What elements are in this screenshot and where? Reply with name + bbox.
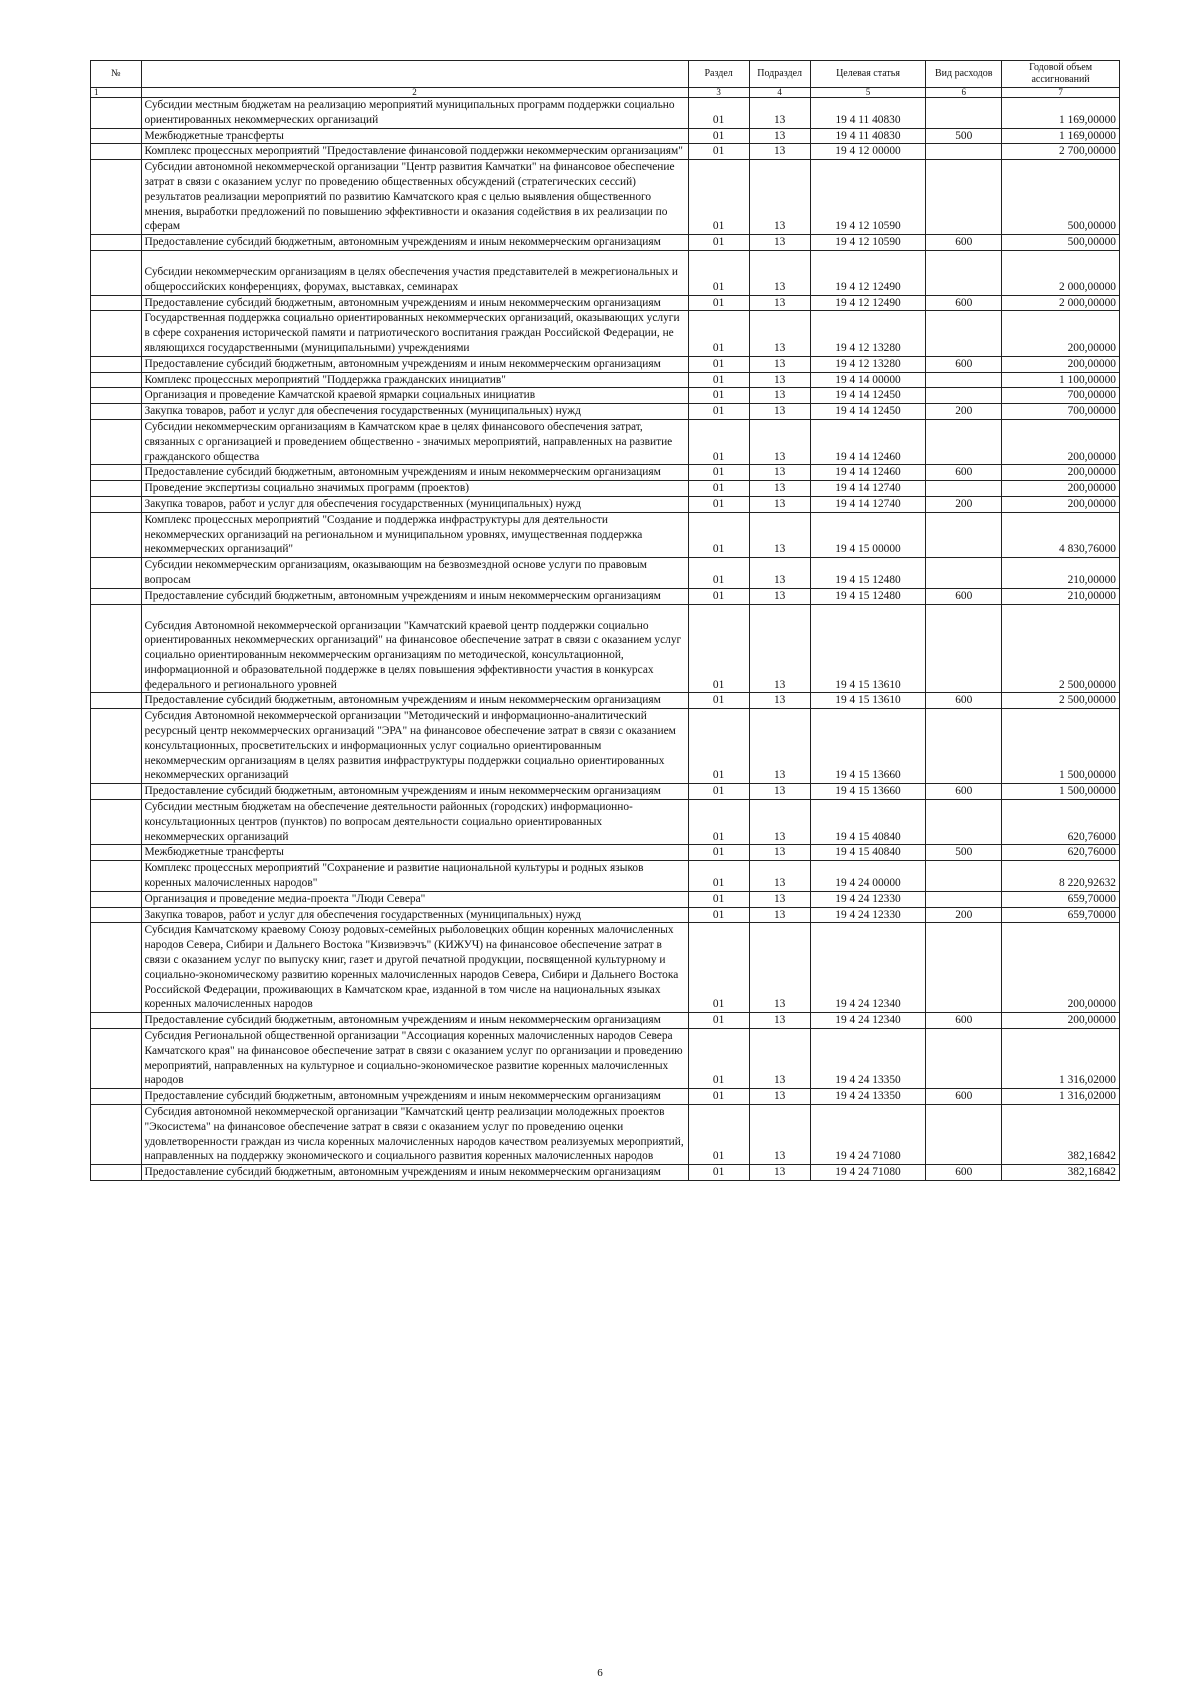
subsection-cell: 13 <box>749 891 810 907</box>
num-cell <box>91 1105 142 1165</box>
subsection-cell: 13 <box>749 588 810 604</box>
amount-cell: 1 169,00000 <box>1002 128 1120 144</box>
section-cell: 01 <box>688 496 749 512</box>
expense-cell: 600 <box>926 356 1002 372</box>
header-name <box>141 61 688 88</box>
target-cell: 19 4 12 12490 <box>810 295 926 311</box>
subsection-cell: 13 <box>749 1029 810 1089</box>
table-row <box>91 588 1120 604</box>
num-cell <box>91 1013 142 1029</box>
subsection-cell: 13 <box>749 295 810 311</box>
section-cell: 01 <box>688 1013 749 1029</box>
page-number: 6 <box>597 1667 603 1679</box>
table-row <box>91 356 1120 372</box>
table-row <box>91 295 1120 311</box>
index-cell: 1 <box>91 88 142 98</box>
index-cell: 5 <box>810 88 926 98</box>
subsection-cell: 13 <box>749 160 810 235</box>
expense-cell: 600 <box>926 588 1002 604</box>
num-cell <box>91 891 142 907</box>
target-cell: 19 4 24 71080 <box>810 1165 926 1181</box>
num-cell <box>91 372 142 388</box>
subsection-cell: 13 <box>749 98 810 129</box>
target-cell: 19 4 14 12450 <box>810 404 926 420</box>
target-cell: 19 4 14 12740 <box>810 481 926 497</box>
name-cell: Закупка товаров, работ и услуг для обеспечения государственных (муниципальных) нужд <box>141 404 688 420</box>
target-cell: 19 4 11 40830 <box>810 128 926 144</box>
name-cell: Субсидии некоммерческим организациям в Камчатском крае в целях финансового обеспечения затрат, связанных с организацией и проведением общественно - значимых мероприятий, направленных на развитие гражданского общества <box>141 419 688 464</box>
table-row <box>91 250 1120 295</box>
num-cell <box>91 907 142 923</box>
name-cell: Предоставление субсидий бюджетным, автономным учреждениям и иным некоммерческим организациям <box>141 235 688 251</box>
target-cell: 19 4 15 13660 <box>810 784 926 800</box>
expense-cell <box>926 1105 1002 1165</box>
expense-cell <box>926 372 1002 388</box>
amount-cell: 200,00000 <box>1002 419 1120 464</box>
amount-cell: 200,00000 <box>1002 481 1120 497</box>
num-cell <box>91 419 142 464</box>
amount-cell: 700,00000 <box>1002 404 1120 420</box>
subsection-cell: 13 <box>749 404 810 420</box>
table-row <box>91 1105 1120 1165</box>
amount-cell: 4 830,76000 <box>1002 512 1120 557</box>
subsection-cell: 13 <box>749 1165 810 1181</box>
expense-cell <box>926 311 1002 356</box>
name-cell: Организация и проведение медиа-проекта "Люди Севера" <box>141 891 688 907</box>
table-row <box>91 800 1120 845</box>
amount-cell: 382,16842 <box>1002 1165 1120 1181</box>
amount-cell: 200,00000 <box>1002 356 1120 372</box>
target-cell: 19 4 24 71080 <box>810 1105 926 1165</box>
expense-cell <box>926 144 1002 160</box>
expense-cell <box>926 481 1002 497</box>
amount-cell: 2 000,00000 <box>1002 250 1120 295</box>
name-cell: Субсидия Автономной некоммерческой организации "Методический и информационно-аналитический ресурсный центр некоммерческих организаций "ЭРА" на финансовое обеспечение затрат в связи с оказанием консультационных, просветительских и информационных услуг социально ориентированным некоммерческим организациям в целях развития инфраструктуры поддержки социально ориентированных некоммерческих организаций <box>141 709 688 784</box>
section-cell: 01 <box>688 784 749 800</box>
num-cell <box>91 800 142 845</box>
subsection-cell: 13 <box>749 604 810 693</box>
amount-cell: 500,00000 <box>1002 235 1120 251</box>
expense-cell: 200 <box>926 907 1002 923</box>
name-cell: Предоставление субсидий бюджетным, автономным учреждениям и иным некоммерческим организациям <box>141 784 688 800</box>
subsection-cell: 13 <box>749 512 810 557</box>
subsection-cell: 13 <box>749 419 810 464</box>
section-cell: 01 <box>688 923 749 1013</box>
num-cell <box>91 311 142 356</box>
expense-cell <box>926 250 1002 295</box>
table-body <box>91 98 1120 1181</box>
section-cell: 01 <box>688 604 749 693</box>
budget-table-sheet <box>90 60 1120 1181</box>
expense-cell <box>926 800 1002 845</box>
amount-cell: 200,00000 <box>1002 1013 1120 1029</box>
table-row <box>91 784 1120 800</box>
table-row <box>91 604 1120 693</box>
amount-cell: 700,00000 <box>1002 388 1120 404</box>
num-cell <box>91 235 142 251</box>
expense-cell: 600 <box>926 784 1002 800</box>
target-cell: 19 4 24 12330 <box>810 891 926 907</box>
expense-cell: 600 <box>926 1013 1002 1029</box>
subsection-cell: 13 <box>749 356 810 372</box>
table-row <box>91 845 1120 861</box>
num-cell <box>91 404 142 420</box>
table-index-row <box>91 88 1120 98</box>
section-cell: 01 <box>688 891 749 907</box>
subsection-cell: 13 <box>749 235 810 251</box>
subsection-cell: 13 <box>749 388 810 404</box>
header-subsection: Подраздел <box>749 61 810 88</box>
name-cell: Субсидия автономной некоммерческой организации "Камчатский центр реализации молодежных проектов "Экосистема" на финансовое обеспечение затрат в связи с оказанием услуг по проведению оценки удовлетворенности граждан из числа коренных малочисленных народов качеством реализуемых мероприятий, направленных на поддержку экономического и социального развития коренных малочисленных народов <box>141 1105 688 1165</box>
table-row <box>91 372 1120 388</box>
name-cell: Предоставление субсидий бюджетным, автономным учреждениям и иным некоммерческим организациям <box>141 1165 688 1181</box>
section-cell: 01 <box>688 845 749 861</box>
num-cell <box>91 144 142 160</box>
num-cell <box>91 784 142 800</box>
target-cell: 19 4 24 12340 <box>810 923 926 1013</box>
section-cell: 01 <box>688 388 749 404</box>
num-cell <box>91 128 142 144</box>
table-row <box>91 1013 1120 1029</box>
num-cell <box>91 295 142 311</box>
expense-cell <box>926 923 1002 1013</box>
table-row <box>91 144 1120 160</box>
subsection-cell: 13 <box>749 465 810 481</box>
table-row <box>91 160 1120 235</box>
expense-cell: 600 <box>926 295 1002 311</box>
target-cell: 19 4 14 12460 <box>810 419 926 464</box>
subsection-cell: 13 <box>749 784 810 800</box>
expense-cell <box>926 861 1002 892</box>
num-cell <box>91 388 142 404</box>
target-cell: 19 4 14 12450 <box>810 388 926 404</box>
index-cell: 7 <box>1002 88 1120 98</box>
name-cell: Комплекс процессных мероприятий "Поддержка гражданских инициатив" <box>141 372 688 388</box>
section-cell: 01 <box>688 295 749 311</box>
expense-cell <box>926 388 1002 404</box>
target-cell: 19 4 15 13610 <box>810 604 926 693</box>
target-cell: 19 4 24 12330 <box>810 907 926 923</box>
target-cell: 19 4 12 10590 <box>810 235 926 251</box>
num-cell <box>91 98 142 129</box>
num-cell <box>91 845 142 861</box>
expense-cell: 600 <box>926 1165 1002 1181</box>
num-cell <box>91 1029 142 1089</box>
name-cell <box>141 604 688 693</box>
name-cell: Предоставление субсидий бюджетным, автономным учреждениям и иным некоммерческим организациям <box>141 1013 688 1029</box>
expense-cell: 600 <box>926 235 1002 251</box>
target-cell: 19 4 15 13660 <box>810 709 926 784</box>
subsection-cell: 13 <box>749 372 810 388</box>
section-cell: 01 <box>688 1165 749 1181</box>
section-cell: 01 <box>688 1089 749 1105</box>
subsection-cell: 13 <box>749 558 810 589</box>
name-cell: Организация и проведение Камчатской краевой ярмарки социальных инициатив <box>141 388 688 404</box>
expense-cell: 600 <box>926 693 1002 709</box>
expense-cell <box>926 891 1002 907</box>
expense-cell: 500 <box>926 128 1002 144</box>
name-cell: Комплекс процессных мероприятий "Создание и поддержка инфраструктуры для деятельности некоммерческих организаций на региональном и муниципальном уровнях, имущественная поддержка некоммерческих организаций" <box>141 512 688 557</box>
target-cell: 19 4 15 13610 <box>810 693 926 709</box>
header-target: Целевая статья <box>810 61 926 88</box>
subsection-cell: 13 <box>749 1089 810 1105</box>
section-cell: 01 <box>688 588 749 604</box>
num-cell <box>91 250 142 295</box>
table-row <box>91 404 1120 420</box>
table-row <box>91 496 1120 512</box>
table-row <box>91 558 1120 589</box>
target-cell: 19 4 15 12480 <box>810 558 926 589</box>
amount-cell: 659,70000 <box>1002 907 1120 923</box>
table-row <box>91 128 1120 144</box>
target-cell: 19 4 14 00000 <box>810 372 926 388</box>
amount-cell: 620,76000 <box>1002 845 1120 861</box>
section-cell: 01 <box>688 558 749 589</box>
num-cell <box>91 558 142 589</box>
num-cell <box>91 356 142 372</box>
table-row <box>91 512 1120 557</box>
subsection-cell: 13 <box>749 907 810 923</box>
expense-cell: 200 <box>926 404 1002 420</box>
name-cell: Субсидии автономной некоммерческой организации "Центр развития Камчатки" на финансовое обеспечение затрат в связи с оказанием услуг по проведению общественных обсуждений (стратегических сессий) результатов реализации мероприятий по развитию Камчатского края с целью выявления общественного мнения, выработки предложений по повышению эффективности и оказания содействия в их реализации по сферам <box>141 160 688 235</box>
name-cell: Субсидии некоммерческим организациям, оказывающим на безвозмездной основе услуги по правовым вопросам <box>141 558 688 589</box>
table-row <box>91 1089 1120 1105</box>
amount-cell: 200,00000 <box>1002 311 1120 356</box>
num-cell <box>91 709 142 784</box>
table-row <box>91 861 1120 892</box>
name-cell: Закупка товаров, работ и услуг для обеспечения государственных (муниципальных) нужд <box>141 496 688 512</box>
subsection-cell: 13 <box>749 128 810 144</box>
target-cell: 19 4 24 13350 <box>810 1089 926 1105</box>
num-cell <box>91 861 142 892</box>
amount-cell: 1 500,00000 <box>1002 784 1120 800</box>
section-cell: 01 <box>688 1029 749 1089</box>
section-cell: 01 <box>688 372 749 388</box>
section-cell: 01 <box>688 1105 749 1165</box>
section-cell: 01 <box>688 160 749 235</box>
num-cell <box>91 465 142 481</box>
amount-cell: 200,00000 <box>1002 496 1120 512</box>
header-section: Раздел <box>688 61 749 88</box>
index-cell: 4 <box>749 88 810 98</box>
target-cell: 19 4 12 10590 <box>810 160 926 235</box>
index-cell: 6 <box>926 88 1002 98</box>
section-cell: 01 <box>688 404 749 420</box>
num-cell <box>91 604 142 693</box>
amount-cell: 2 500,00000 <box>1002 604 1120 693</box>
table-header-row <box>91 61 1120 88</box>
amount-cell: 210,00000 <box>1002 588 1120 604</box>
subsection-cell: 13 <box>749 144 810 160</box>
target-cell: 19 4 12 13280 <box>810 311 926 356</box>
section-cell: 01 <box>688 356 749 372</box>
expense-cell: 500 <box>926 845 1002 861</box>
amount-cell: 500,00000 <box>1002 160 1120 235</box>
subsection-cell: 13 <box>749 693 810 709</box>
table-row <box>91 235 1120 251</box>
expense-cell: 600 <box>926 1089 1002 1105</box>
subsection-cell: 13 <box>749 1013 810 1029</box>
amount-cell: 1 316,02000 <box>1002 1089 1120 1105</box>
section-cell: 01 <box>688 481 749 497</box>
expense-cell <box>926 512 1002 557</box>
subsection-cell: 13 <box>749 923 810 1013</box>
index-cell: 2 <box>141 88 688 98</box>
section-cell: 01 <box>688 907 749 923</box>
num-cell <box>91 160 142 235</box>
target-cell: 19 4 24 13350 <box>810 1029 926 1089</box>
subsection-cell: 13 <box>749 496 810 512</box>
name-cell: Предоставление субсидий бюджетным, автономным учреждениям и иным некоммерческим организациям <box>141 693 688 709</box>
name-cell: Субсидии местным бюджетам на реализацию мероприятий муниципальных программ поддержки социально ориентированных некоммерческих организаций <box>141 98 688 129</box>
target-cell: 19 4 15 00000 <box>810 512 926 557</box>
num-cell <box>91 496 142 512</box>
section-cell: 01 <box>688 235 749 251</box>
amount-cell: 2 700,00000 <box>1002 144 1120 160</box>
num-cell <box>91 923 142 1013</box>
section-cell: 01 <box>688 250 749 295</box>
amount-cell: 1 316,02000 <box>1002 1029 1120 1089</box>
section-cell: 01 <box>688 465 749 481</box>
amount-cell: 1 100,00000 <box>1002 372 1120 388</box>
expense-cell <box>926 160 1002 235</box>
amount-cell: 200,00000 <box>1002 465 1120 481</box>
section-cell: 01 <box>688 144 749 160</box>
name-cell <box>141 250 688 295</box>
section-cell: 01 <box>688 128 749 144</box>
name-cell: Предоставление субсидий бюджетным, автономным учреждениям и иным некоммерческим организациям <box>141 356 688 372</box>
num-cell <box>91 588 142 604</box>
subsection-cell: 13 <box>749 481 810 497</box>
name-cell: Комплекс процессных мероприятий "Предоставление финансовой поддержки некоммерческим организациям" <box>141 144 688 160</box>
name-cell: Предоставление субсидий бюджетным, автономным учреждениям и иным некоммерческим организациям <box>141 1089 688 1105</box>
num-cell <box>91 512 142 557</box>
subsection-cell: 13 <box>749 1105 810 1165</box>
section-cell: 01 <box>688 709 749 784</box>
section-cell: 01 <box>688 693 749 709</box>
table-row <box>91 709 1120 784</box>
amount-cell: 2 000,00000 <box>1002 295 1120 311</box>
name-cell: Проведение экспертизы социально значимых программ (проектов) <box>141 481 688 497</box>
name-text: Субсидия Автономной некоммерческой организации "Камчатский краевой центр поддержки социально ориентированных некоммерческих организаций" на финансовое обеспечение затрат в связи с оказанием услуг социально ориентированным некоммерческим организациям по методической, консультационной, информационной и образовательной поддержке в целях повышения эффективности участия в конкурсах федерального и регионального уровней <box>144 619 682 691</box>
section-cell: 01 <box>688 800 749 845</box>
amount-cell: 620,76000 <box>1002 800 1120 845</box>
section-cell: 01 <box>688 861 749 892</box>
table-row <box>91 1029 1120 1089</box>
section-cell: 01 <box>688 311 749 356</box>
expense-cell <box>926 558 1002 589</box>
amount-cell: 2 500,00000 <box>1002 693 1120 709</box>
amount-cell: 382,16842 <box>1002 1105 1120 1165</box>
name-cell: Субсидии местным бюджетам на обеспечение деятельности районных (городских) информационно-консультационных центров (пунктов) по вопросам деятельности социально ориентированных некоммерческих организаций <box>141 800 688 845</box>
target-cell: 19 4 15 40840 <box>810 845 926 861</box>
subsection-cell: 13 <box>749 800 810 845</box>
table-row <box>91 465 1120 481</box>
subsection-cell: 13 <box>749 311 810 356</box>
target-cell: 19 4 24 00000 <box>810 861 926 892</box>
subsection-cell: 13 <box>749 845 810 861</box>
name-cell: Закупка товаров, работ и услуг для обеспечения государственных (муниципальных) нужд <box>141 907 688 923</box>
table-row <box>91 98 1120 129</box>
amount-cell: 1 169,00000 <box>1002 98 1120 129</box>
header-volume: Годовой объем ассигнований <box>1002 61 1120 88</box>
amount-cell: 200,00000 <box>1002 923 1120 1013</box>
target-cell: 19 4 12 13280 <box>810 356 926 372</box>
target-cell: 19 4 15 12480 <box>810 588 926 604</box>
name-cell: Комплекс процессных мероприятий "Сохранение и развитие национальной культуры и родных языков коренных малочисленных народов" <box>141 861 688 892</box>
expense-cell: 200 <box>926 496 1002 512</box>
name-cell: Предоставление субсидий бюджетным, автономным учреждениям и иным некоммерческим организациям <box>141 465 688 481</box>
table-row <box>91 891 1120 907</box>
target-cell: 19 4 12 00000 <box>810 144 926 160</box>
section-cell: 01 <box>688 98 749 129</box>
target-cell: 19 4 14 12460 <box>810 465 926 481</box>
section-cell: 01 <box>688 512 749 557</box>
section-cell: 01 <box>688 419 749 464</box>
index-cell: 3 <box>688 88 749 98</box>
expense-cell: 600 <box>926 465 1002 481</box>
num-cell <box>91 481 142 497</box>
num-cell <box>91 1089 142 1105</box>
table-row <box>91 388 1120 404</box>
table-row <box>91 311 1120 356</box>
subsection-cell: 13 <box>749 861 810 892</box>
name-cell: Предоставление субсидий бюджетным, автономным учреждениям и иным некоммерческим организациям <box>141 295 688 311</box>
target-cell: 19 4 12 12490 <box>810 250 926 295</box>
name-cell: Субсидия Региональной общественной организации "Ассоциация коренных малочисленных народов Севера Камчатского края" на финансовое обеспечение затрат в связи с оказанием услуг по организации и проведению мероприятий, направленных на культурное и социально-экономическое развитие коренных малочисленных народов <box>141 1029 688 1089</box>
target-cell: 19 4 11 40830 <box>810 98 926 129</box>
expense-cell <box>926 98 1002 129</box>
budget-table <box>90 60 1120 1181</box>
header-expense: Вид расходов <box>926 61 1002 88</box>
target-cell: 19 4 14 12740 <box>810 496 926 512</box>
table-row <box>91 1165 1120 1181</box>
num-cell <box>91 693 142 709</box>
name-cell: Предоставление субсидий бюджетным, автономным учреждениям и иным некоммерческим организациям <box>141 588 688 604</box>
table-row <box>91 923 1120 1013</box>
expense-cell <box>926 419 1002 464</box>
subsection-cell: 13 <box>749 250 810 295</box>
amount-cell: 659,70000 <box>1002 891 1120 907</box>
name-cell: Межбюджетные трансферты <box>141 128 688 144</box>
amount-cell: 210,00000 <box>1002 558 1120 589</box>
amount-cell: 8 220,92632 <box>1002 861 1120 892</box>
table-row <box>91 907 1120 923</box>
name-text: Субсидии некоммерческим организациям в целях обеспечения участия представителей в межрегиональных и общероссийских конференциях, форумах, выставках, семинарах <box>144 265 678 293</box>
table-row <box>91 693 1120 709</box>
expense-cell <box>926 709 1002 784</box>
expense-cell <box>926 1029 1002 1089</box>
num-cell <box>91 1165 142 1181</box>
expense-cell <box>926 604 1002 693</box>
table-row <box>91 481 1120 497</box>
header-num: № <box>91 61 142 88</box>
name-cell: Межбюджетные трансферты <box>141 845 688 861</box>
target-cell: 19 4 15 40840 <box>810 800 926 845</box>
amount-cell: 1 500,00000 <box>1002 709 1120 784</box>
name-cell: Субсидия Камчатскому краевому Союзу родовых-семейных рыболовецких общин коренных малочисленных народов Севера, Сибири и Дальнего Востока "Кизвиэвэчъ" (КИЖУЧ) на финансовое обеспечение затрат в связи с оказанием услуг по выпуску книг, газет и другой печатной продукции, посвященной культурному и социально-экономическому развитию коренных малочисленных народов Севера, Сибири и Дальнего Востока Российской Федерации, проживающих в Камчатском крае, изданной в том числе на национальных языках коренных малочисленных народов <box>141 923 688 1013</box>
name-cell: Государственная поддержка социально ориентированных некоммерческих организаций, оказывающих услуги в сфере сохранения исторической памяти и патриотического воспитания граждан Российской Федерации, не являющихся государственными (муниципальными) учреждениями <box>141 311 688 356</box>
table-row <box>91 419 1120 464</box>
target-cell: 19 4 24 12340 <box>810 1013 926 1029</box>
subsection-cell: 13 <box>749 709 810 784</box>
